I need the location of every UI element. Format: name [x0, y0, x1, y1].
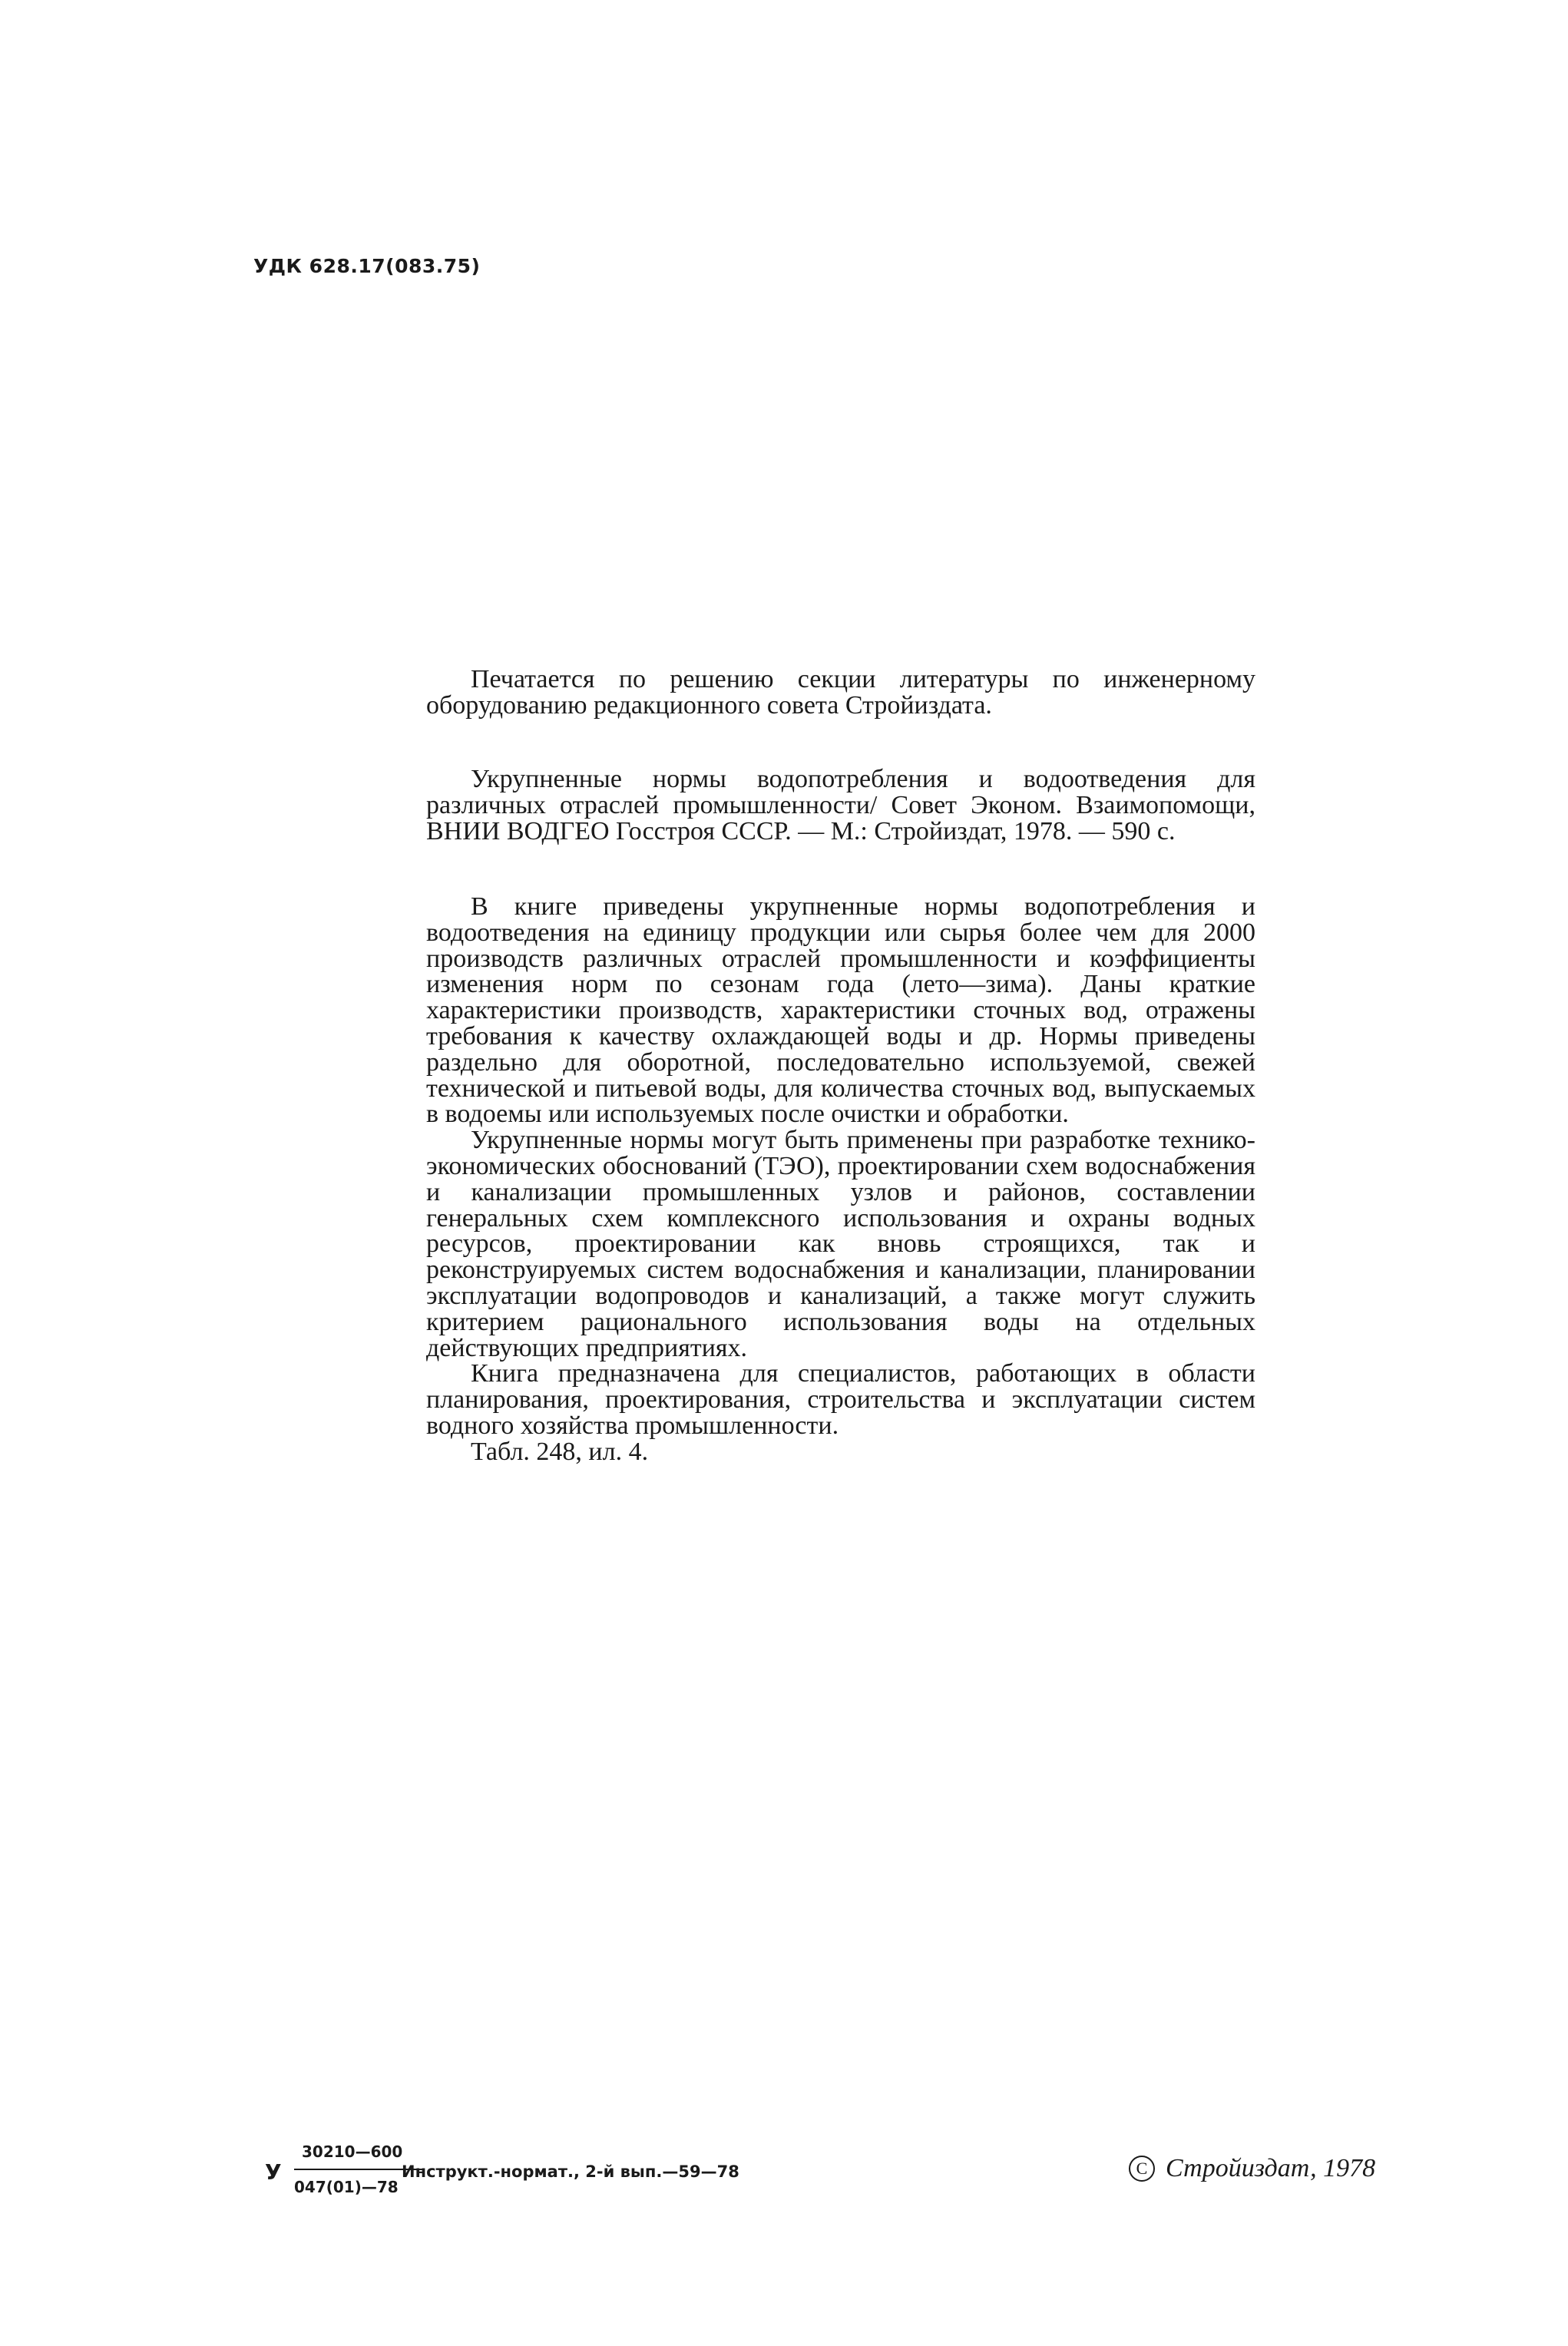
- bibliographic-record: [426, 766, 1255, 844]
- copyright-icon: C: [1129, 2156, 1155, 2182]
- copyright: [1129, 2154, 1375, 2183]
- biblio-text: Укрупненные нормы водопотребления и водоотведения для различных отраслей промышленности/ Совет Эконом. Взаимопомощи, ВНИИ ВОДГЕО Госстроя СССР. — М.: Стройиздат, 1978. — 590 с.: [426, 765, 1255, 845]
- notice-text: Печатается по решению секции литературы по инженерному оборудованию редакционного совета Стройиздата.: [426, 665, 1255, 720]
- series-info: Инструкт.-нормат., 2-й вып.—59—78: [402, 2162, 739, 2181]
- index-numerator: 30210—600: [302, 2143, 403, 2161]
- publication-index: [265, 2143, 849, 2212]
- annotation-paragraph: Табл. 248, ил. 4.: [471, 1437, 649, 1466]
- copyright-text: Стройиздат, 1978: [1166, 2154, 1376, 2182]
- publication-notice: [426, 667, 1255, 719]
- annotation-paragraph: Укрупненные нормы могут быть применены при разработке технико-экономических обоснований (ТЭО), проектировании схем водоснабжения и канализации промышленных узлов и районов, составлении генеральных схем комплексного использования и охраны водных ресурсов, проектировании как вновь строящихся, так и реконструируемых систем водоснабжения и канализации, планировании эксплуатации водопроводов и канализаций, а также могут служить критерием рационального использования воды на отдельных действующих предприятиях.: [426, 1126, 1255, 1362]
- udk-code: УДК 628.17(083.75): [253, 255, 481, 277]
- index-letter: У: [265, 2159, 282, 2185]
- annotation: [426, 894, 1255, 1465]
- annotation-paragraph: Книга предназначена для специалистов, работающих в области планирования, проектирования, строительства и эксплуатации систем водного хозяйства промышленности.: [426, 1359, 1255, 1440]
- index-denominator: 047(01)—78: [294, 2178, 399, 2196]
- annotation-paragraph: В книге приведены укрупненные нормы водопотребления и водоотведения на единицу продукции или сырья более чем для 2000 производств различных отраслей промышленности и коэффициенты изменения норм по сезонам года (лето—зима). Даны краткие характеристики производств, характеристики сточных вод, отражены требования к качеству охлаждающей воды и др. Нормы приведены раздельно для оборотной, последовательно используемой, свежей технической и питьевой воды, для количества сточных вод, выпускаемых в водоемы или используемых после очистки и обработки.: [426, 892, 1255, 1129]
